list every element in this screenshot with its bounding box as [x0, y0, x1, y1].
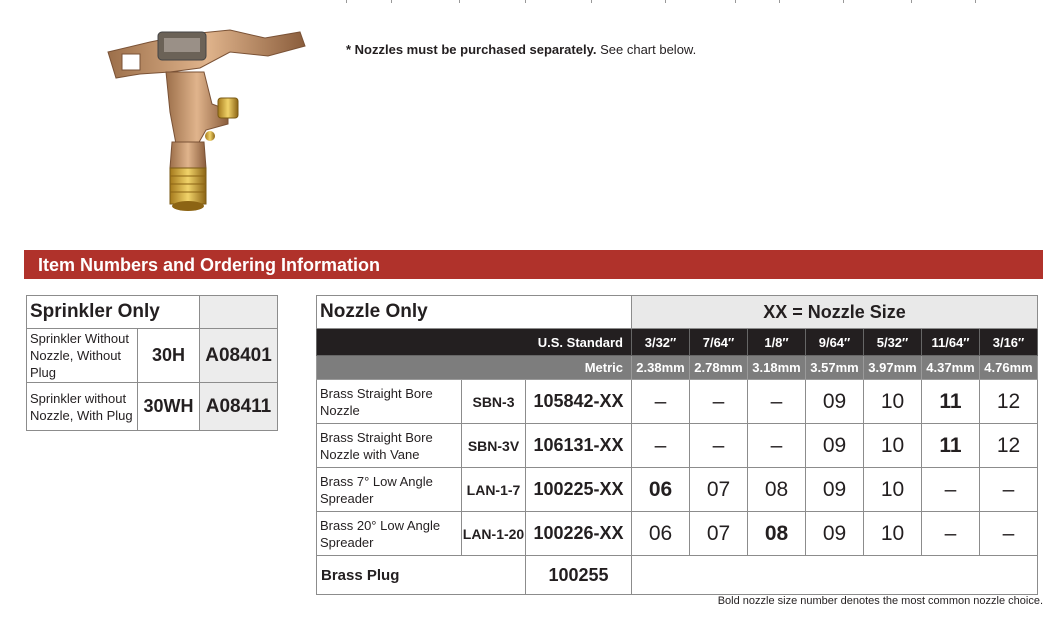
row-model: LAN-1-7: [462, 468, 526, 512]
row-item-number: 100225-XX: [526, 468, 632, 512]
nozzle-size-cell: 07: [690, 468, 748, 512]
nozzle-table-title: Nozzle Only: [317, 296, 632, 329]
nozzle-size-cell: 08: [748, 468, 806, 512]
footnote: Bold nozzle size number denotes the most common nozzle choice.: [717, 595, 1043, 607]
row-description: Sprinkler Without Nozzle, Without Plug: [27, 329, 138, 383]
brass-plug-row: [317, 556, 1038, 595]
us-size: 3/32″: [632, 329, 690, 356]
nozzle-size-cell: 06: [632, 512, 690, 556]
metric-label: Metric: [317, 356, 632, 380]
row-item-number: 105842-XX: [526, 380, 632, 424]
header-blank-cell: [200, 296, 278, 329]
table-row: [317, 512, 1038, 556]
nozzle-note: * Nozzles must be purchased separately. See chart below.: [346, 42, 697, 57]
nozzle-size-cell: 12: [980, 424, 1038, 468]
nozzle-size-cell: 08: [748, 512, 806, 556]
row-description: Brass 20° Low Angle Spreader: [317, 512, 462, 556]
table-row: [317, 380, 1038, 424]
table-row: [27, 383, 278, 431]
metric-row: [317, 356, 1038, 380]
metric-size: 2.38mm: [632, 356, 690, 380]
nozzle-size-cell: –: [632, 380, 690, 424]
metric-size: 3.18mm: [748, 356, 806, 380]
sprinkler-only-table: [26, 295, 278, 431]
nozzle-size-cell: 11: [922, 380, 980, 424]
nozzle-size-cell: –: [980, 468, 1038, 512]
section-title: Item Numbers and Ordering Information: [24, 250, 1043, 279]
plug-item-number: 100255: [526, 556, 632, 595]
table-row: [27, 329, 278, 383]
sprinkler-table-title: Sprinkler Only: [27, 296, 200, 329]
us-size: 3/16″: [980, 329, 1038, 356]
us-standard-row: [317, 329, 1038, 356]
nozzle-only-table: [316, 295, 1038, 595]
row-description: Sprinkler without Nozzle, With Plug: [27, 383, 138, 431]
nozzle-size-cell: –: [690, 380, 748, 424]
row-item-number: A08401: [200, 329, 278, 383]
nozzle-size-cell: 09: [806, 512, 864, 556]
nozzle-size-cell: –: [748, 424, 806, 468]
nozzle-size-header: XX = Nozzle Size: [632, 296, 1038, 329]
metric-size: 3.57mm: [806, 356, 864, 380]
nozzle-size-cell: 06: [632, 468, 690, 512]
nozzle-size-cell: –: [748, 380, 806, 424]
nozzle-size-cell: –: [632, 424, 690, 468]
metric-size: 2.78mm: [690, 356, 748, 380]
us-standard-label: U.S. Standard: [317, 329, 632, 356]
nozzle-size-cell: 11: [922, 424, 980, 468]
nozzle-size-cell: 07: [690, 512, 748, 556]
row-description: Brass 7° Low Angle Spreader: [317, 468, 462, 512]
nozzle-size-cell: 10: [864, 380, 922, 424]
row-description: Brass Straight Bore Nozzle with Vane: [317, 424, 462, 468]
nozzle-size-cell: –: [980, 512, 1038, 556]
table-row: [317, 468, 1038, 512]
nozzle-size-cell: 09: [806, 424, 864, 468]
nozzle-size-cell: –: [690, 424, 748, 468]
nozzle-size-cell: 10: [864, 512, 922, 556]
nozzle-size-cell: 09: [806, 468, 864, 512]
us-size: 11/64″: [922, 329, 980, 356]
row-item-number: 100226-XX: [526, 512, 632, 556]
sprinkler-product-image: [100, 12, 320, 227]
table-row: [317, 424, 1038, 468]
row-description: Brass Straight Bore Nozzle: [317, 380, 462, 424]
nozzle-size-cell: –: [922, 468, 980, 512]
plug-blank-cell: [632, 556, 1038, 595]
us-size: 7/64″: [690, 329, 748, 356]
us-size: 9/64″: [806, 329, 864, 356]
nozzle-size-cell: 12: [980, 380, 1038, 424]
metric-size: 4.76mm: [980, 356, 1038, 380]
row-model: 30WH: [138, 383, 200, 431]
metric-size: 4.37mm: [922, 356, 980, 380]
nozzle-size-cell: 10: [864, 424, 922, 468]
nozzle-size-cell: –: [922, 512, 980, 556]
row-item-number: A08411: [200, 383, 278, 431]
row-model: SBN-3V: [462, 424, 526, 468]
top-table-edge: [346, 0, 1044, 3]
nozzle-size-cell: 10: [864, 468, 922, 512]
row-model: 30H: [138, 329, 200, 383]
nozzle-size-cell: 09: [806, 380, 864, 424]
metric-size: 3.97mm: [864, 356, 922, 380]
us-size: 1/8″: [748, 329, 806, 356]
row-model: LAN-1-20: [462, 512, 526, 556]
plug-description: Brass Plug: [317, 556, 526, 595]
row-model: SBN-3: [462, 380, 526, 424]
us-size: 5/32″: [864, 329, 922, 356]
row-item-number: 106131-XX: [526, 424, 632, 468]
